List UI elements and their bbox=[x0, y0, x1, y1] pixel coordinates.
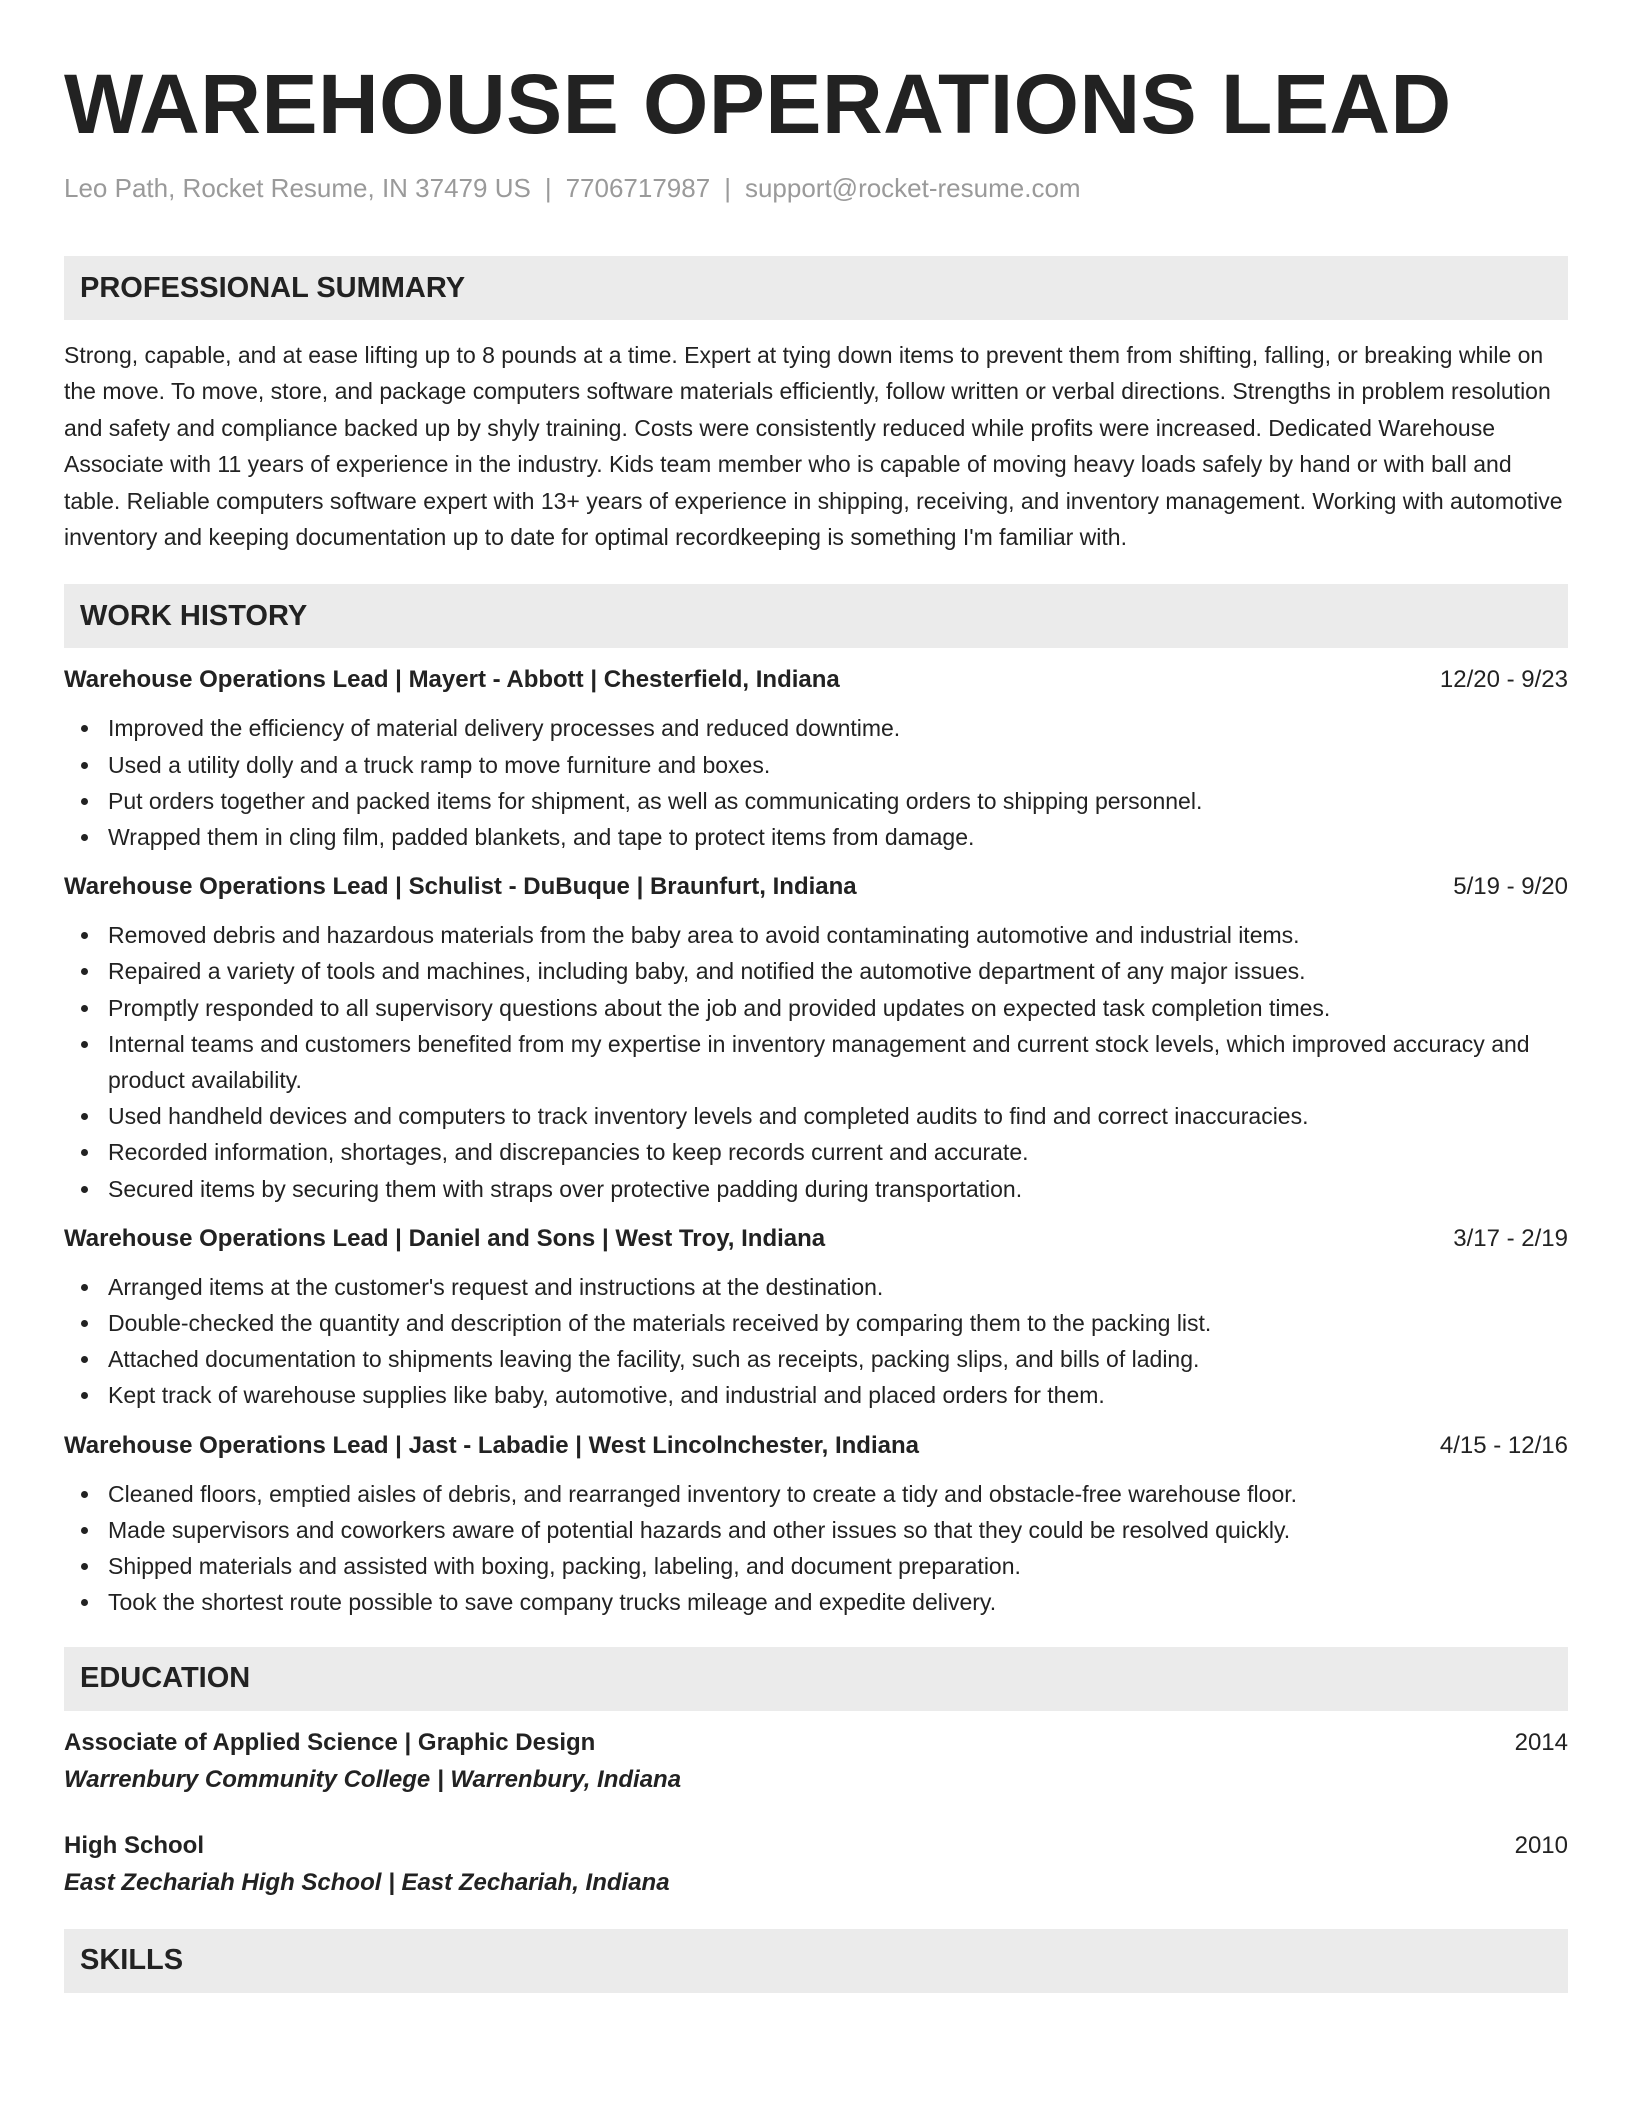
job-bullet: Took the shortest route possible to save company trucks mileage and expedite delivery. bbox=[64, 1584, 1568, 1620]
section-heading-education: EDUCATION bbox=[64, 1647, 1568, 1711]
education-entry bbox=[64, 1830, 1568, 1899]
section-heading-summary: PROFESSIONAL SUMMARY bbox=[64, 256, 1568, 320]
job-bullet: Improved the efficiency of material delivery processes and reduced downtime. bbox=[64, 710, 1568, 746]
job-dates: 3/17 - 2/19 bbox=[1453, 1224, 1568, 1252]
job-bullet: Used a utility dolly and a truck ramp to move furniture and boxes. bbox=[64, 747, 1568, 783]
contact-email: support@rocket-resume.com bbox=[744, 173, 1081, 203]
job-bullet: Cleaned floors, emptied aisles of debris, and rearranged inventory to create a tidy and obstacle-free warehouse floor. bbox=[64, 1476, 1568, 1512]
education-header bbox=[64, 1727, 1568, 1759]
job-bullet: Shipped materials and assisted with boxing, packing, labeling, and document preparation. bbox=[64, 1548, 1568, 1584]
contact-phone: 7706717987 bbox=[565, 173, 711, 203]
job-bullets bbox=[64, 710, 1568, 855]
job-entry bbox=[64, 664, 1568, 855]
section-heading-work-history: WORK HISTORY bbox=[64, 584, 1568, 648]
job-title: Warehouse Operations Lead | Daniel and Sons | West Troy, Indiana bbox=[64, 1224, 826, 1252]
job-header bbox=[64, 664, 1568, 696]
job-title: Warehouse Operations Lead | Schulist - DuBuque | Braunfurt, Indiana bbox=[64, 873, 857, 901]
contact-separator: | bbox=[724, 173, 731, 203]
education-school: Warrenbury Community College | Warrenbury, Indiana bbox=[64, 1765, 682, 1793]
job-bullet: Put orders together and packed items for shipment, as well as communicating orders to shipping personnel. bbox=[64, 783, 1568, 819]
resume-page bbox=[64, 0, 1568, 1993]
job-dates: 4/15 - 12/16 bbox=[1439, 1431, 1568, 1459]
job-header bbox=[64, 1223, 1568, 1255]
job-entry bbox=[64, 1430, 1568, 1621]
job-bullet: Wrapped them in cling film, padded blankets, and tape to protect items from damage. bbox=[64, 819, 1568, 855]
job-header bbox=[64, 1430, 1568, 1462]
job-header bbox=[64, 871, 1568, 903]
job-bullet: Arranged items at the customer's request and instructions at the destination. bbox=[64, 1269, 1568, 1305]
section-heading-skills: SKILLS bbox=[64, 1929, 1568, 1993]
job-bullet: Internal teams and customers benefited from my expertise in inventory management and current stock levels, which improved accuracy and product availability. bbox=[64, 1026, 1568, 1098]
education-year: 2010 bbox=[1514, 1831, 1568, 1859]
job-bullet: Double-checked the quantity and description of the materials received by comparing them to the packing list. bbox=[64, 1305, 1568, 1341]
job-bullet: Used handheld devices and computers to track inventory levels and completed audits to find and correct inaccuracies. bbox=[64, 1098, 1568, 1134]
job-bullet: Kept track of warehouse supplies like baby, automotive, and industrial and placed orders for them. bbox=[64, 1377, 1568, 1413]
education-degree: Associate of Applied Science | Graphic Design bbox=[64, 1728, 596, 1756]
education-entry bbox=[64, 1727, 1568, 1796]
job-bullet: Recorded information, shortages, and discrepancies to keep records current and accurate. bbox=[64, 1134, 1568, 1170]
resume-title: WAREHOUSE OPERATIONS LEAD bbox=[64, 57, 1452, 151]
job-entry bbox=[64, 1223, 1568, 1414]
contact-separator: | bbox=[544, 173, 552, 203]
job-bullet: Promptly responded to all supervisory questions about the job and provided updates on expected task completion times. bbox=[64, 990, 1568, 1026]
contact-line bbox=[64, 172, 1568, 204]
education-year: 2014 bbox=[1514, 1728, 1568, 1756]
job-dates: 12/20 - 9/23 bbox=[1439, 666, 1568, 694]
job-bullet: Attached documentation to shipments leaving the facility, such as receipts, packing slips, and bills of lading. bbox=[64, 1341, 1568, 1377]
education-header bbox=[64, 1830, 1568, 1862]
job-dates: 5/19 - 9/20 bbox=[1453, 873, 1568, 901]
education-school: East Zechariah High School | East Zechariah, Indiana bbox=[64, 1868, 670, 1896]
job-entry bbox=[64, 871, 1568, 1207]
job-bullets bbox=[64, 1269, 1568, 1414]
job-bullets bbox=[64, 917, 1568, 1207]
job-title: Warehouse Operations Lead | Jast - Labadie | West Lincolnchester, Indiana bbox=[64, 1431, 919, 1459]
job-bullet: Made supervisors and coworkers aware of potential hazards and other issues so that they could be resolved quickly. bbox=[64, 1512, 1568, 1548]
summary-text: Strong, capable, and at ease lifting up to 8 pounds at a time. Expert at tying down items to prevent them from shifting, falling, or breaking while on the move. To move, store, and package computers software materials efficiently, follow written or verbal directions. Strengths in problem resolution and safety and compliance backed up by shyly training. Costs were consistently reduced while profits were increased. Dedicated Warehouse Associate with 11 years of experience in the industry. Kids team member who is capable of moving heavy loads safely by hand or with ball and table. Reliable computers software expert with 13+ years of experience in shipping, receiving, and inventory management. Working with automotive inventory and keeping documentation up to date for optimal recordkeeping is something I'm familiar with. bbox=[64, 342, 1563, 551]
job-title: Warehouse Operations Lead | Mayert - Abbott | Chesterfield, Indiana bbox=[64, 666, 840, 694]
job-bullet: Secured items by securing them with straps over protective padding during transportation. bbox=[64, 1171, 1568, 1207]
job-bullets bbox=[64, 1476, 1568, 1621]
job-bullet: Removed debris and hazardous materials from the baby area to avoid contaminating automotive and industrial items. bbox=[64, 917, 1568, 953]
education-degree: High School bbox=[64, 1831, 204, 1859]
job-bullet: Repaired a variety of tools and machines, including baby, and notified the automotive department of any major issues. bbox=[64, 953, 1568, 989]
contact-address: Leo Path, Rocket Resume, IN 37479 US bbox=[64, 173, 531, 203]
